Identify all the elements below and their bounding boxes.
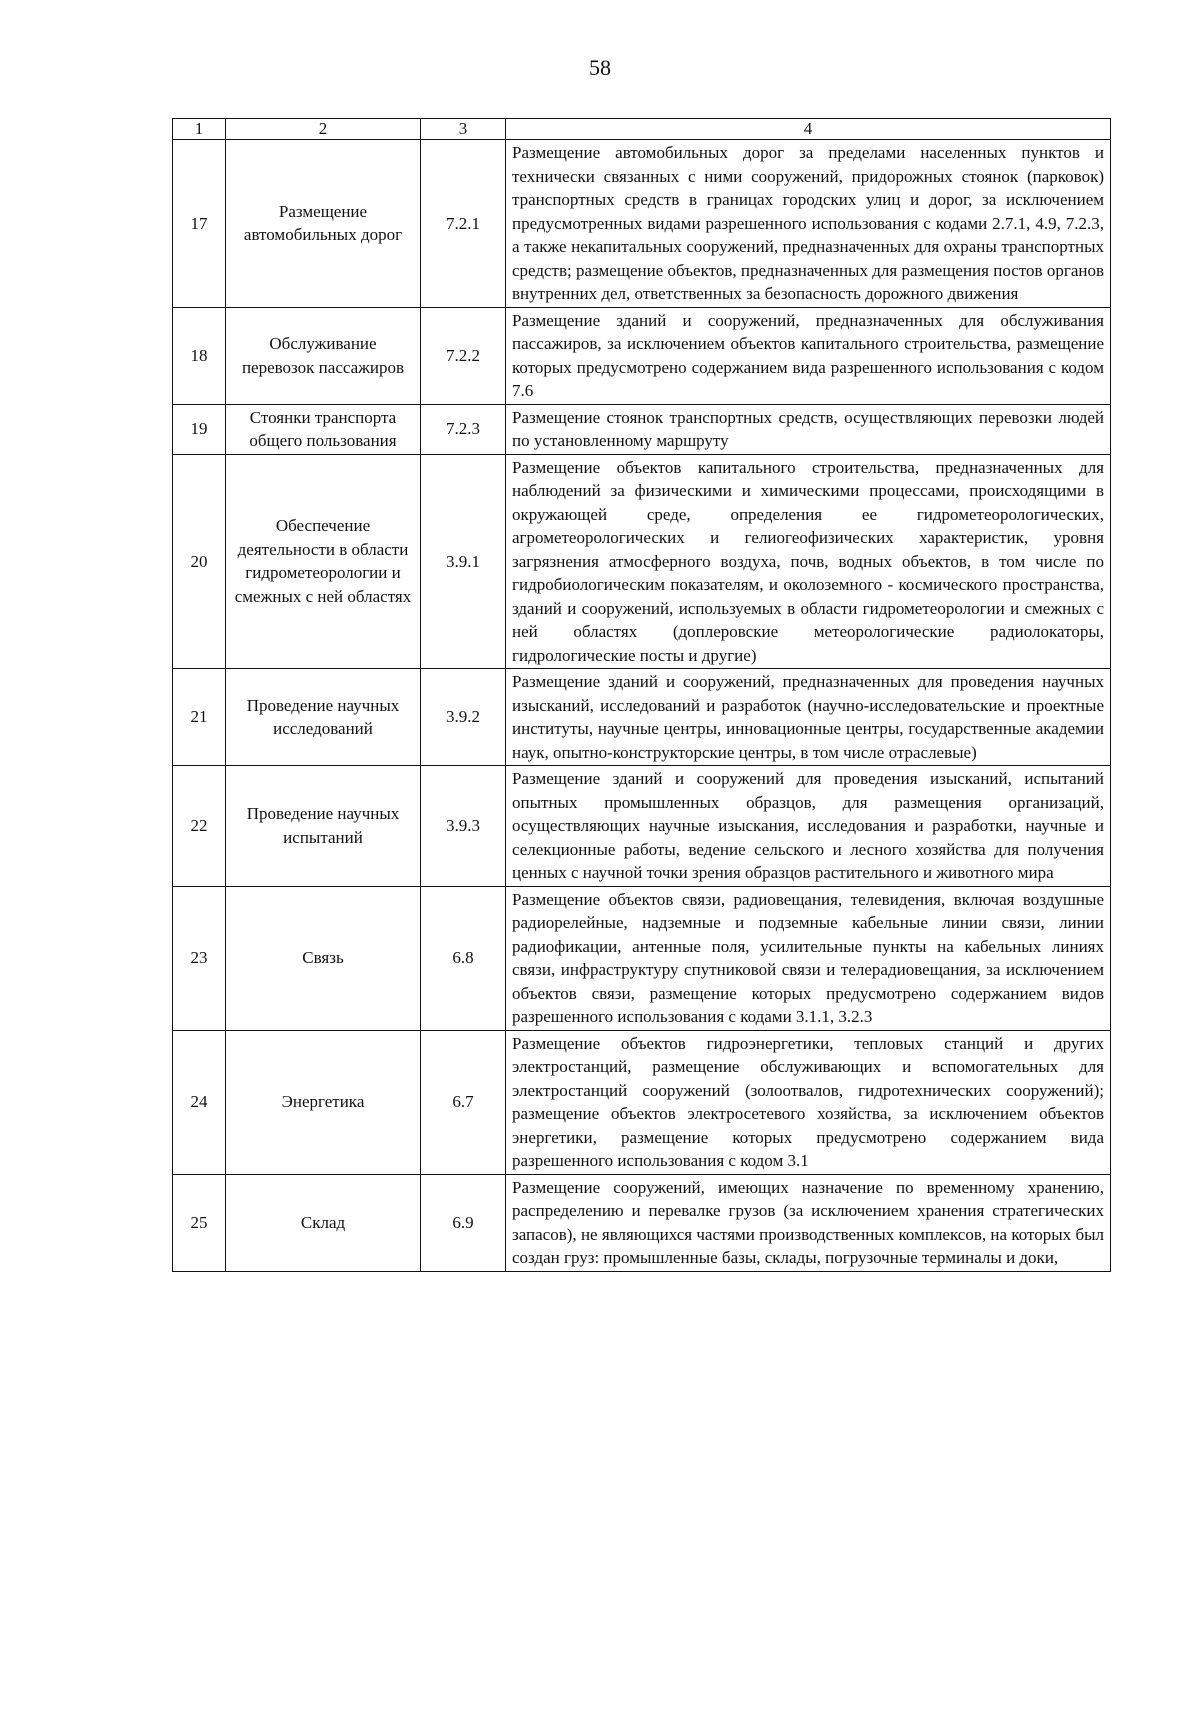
land-use-description: Размещение автомобильных дорог за пределами населенных пунктов и технически связанных с ними сооружений, придорожных стоянок (парковок) транспортных средств в границах городских улиц и дорог, за исключением предусмотренных видами разрешенного использования с кодами 2.7.1, 4.9, 7.2.3, а также некапитальных сооружений, предназначенных для охраны транспортных средств; размещение объектов, предназначенных для размещения постов органов внутренних дел, ответственных за безопасность дорожного движения	[506, 140, 1111, 308]
land-use-code: 3.9.3	[421, 766, 506, 887]
land-use-name: Обеспечение деятельности в области гидрометеорологии и смежных с ней областях	[226, 454, 421, 669]
land-use-name: Связь	[226, 886, 421, 1030]
table-row	[173, 140, 1111, 308]
land-use-description: Размещение объектов связи, радиовещания, телевидения, включая воздушные радиорелейные, надземные и подземные кабельные линии связи, линии радиофикации, антенные поля, усилительные пункты на кабельных линиях связи, инфраструктуру спутниковой связи и телерадиовещания, за исключением объектов связи, размещение которых предусмотрено содержанием видов разрешенного использования с кодами 3.1.1, 3.2.3	[506, 886, 1111, 1030]
land-use-code: 6.9	[421, 1174, 506, 1271]
header-row	[173, 119, 1111, 140]
land-use-code: 3.9.2	[421, 669, 506, 766]
land-use-description: Размещение объектов гидроэнергетики, тепловых станций и других электростанций, размещение обслуживающих и вспомогательных для электростанций сооружений (золоотвалов, гидротехнических сооружений); размещение объектов электросетевого хозяйства, за исключением объектов энергетики, размещение которых предусмотрено содержанием вида разрешенного использования с кодом 3.1	[506, 1030, 1111, 1174]
land-use-name: Склад	[226, 1174, 421, 1271]
land-use-name: Стоянки транспорта общего пользования	[226, 404, 421, 454]
row-number: 25	[173, 1174, 226, 1271]
row-number: 18	[173, 307, 226, 404]
land-use-description: Размещение зданий и сооружений, предназначенных для обслуживания пассажиров, за исключением объектов капитального строительства, размещение которых предусмотрено содержанием вида разрешенного использования с кодом 7.6	[506, 307, 1111, 404]
land-use-code: 6.7	[421, 1030, 506, 1174]
land-use-code: 7.2.3	[421, 404, 506, 454]
header-cell-number: 1	[173, 119, 226, 140]
table-row	[173, 886, 1111, 1030]
page-number: 58	[589, 55, 611, 80]
row-number: 17	[173, 140, 226, 308]
land-use-name: Энергетика	[226, 1030, 421, 1174]
header-cell-name: 2	[226, 119, 421, 140]
land-use-code: 7.2.1	[421, 140, 506, 308]
land-use-table	[172, 118, 1111, 1272]
row-number: 21	[173, 669, 226, 766]
land-use-description: Размещение стоянок транспортных средств, осуществляющих перевозки людей по установленному маршруту	[506, 404, 1111, 454]
header-cell-code: 3	[421, 119, 506, 140]
row-number: 19	[173, 404, 226, 454]
header-cell-description: 4	[506, 119, 1111, 140]
table-row	[173, 766, 1111, 887]
land-use-description: Размещение сооружений, имеющих назначение по временному хранению, распределению и перевалке грузов (за исключением хранения стратегических запасов), не являющихся частями производственных комплексов, на которых был создан груз: промышленные базы, склады, погрузочные терминалы и доки,	[506, 1174, 1111, 1271]
table-row	[173, 454, 1111, 669]
table-row	[173, 669, 1111, 766]
row-number: 20	[173, 454, 226, 669]
row-number: 24	[173, 1030, 226, 1174]
land-use-code: 6.8	[421, 886, 506, 1030]
land-use-code: 3.9.1	[421, 454, 506, 669]
row-number: 22	[173, 766, 226, 887]
table-row	[173, 1030, 1111, 1174]
table-row	[173, 404, 1111, 454]
table-row	[173, 1174, 1111, 1271]
table-row	[173, 307, 1111, 404]
land-use-name: Обслуживание перевозок пассажиров	[226, 307, 421, 404]
land-use-name: Размещение автомобильных дорог	[226, 140, 421, 308]
land-use-code: 7.2.2	[421, 307, 506, 404]
land-use-description: Размещение объектов капитального строительства, предназначенных для наблюдений за физическими и химическими процессами, происходящими в окружающей среде, определения ее гидрометеорологических, агрометеорологических и гелиогеофизических характеристик, уровня загрязнения атмосферного воздуха, почв, водных объектов, в том числе по гидробиологическим показателям, и околоземного - космического пространства, зданий и сооружений, используемых в области гидрометеорологии и смежных с ней областях (доплеровские метеорологические радиолокаторы, гидрологические посты и другие)	[506, 454, 1111, 669]
land-use-name: Проведение научных испытаний	[226, 766, 421, 887]
row-number: 23	[173, 886, 226, 1030]
land-use-description: Размещение зданий и сооружений, предназначенных для проведения научных изысканий, исследований и разработок (научно-исследовательские и проектные институты, научные центры, инновационные центры, государственные академии наук, опытно-конструкторские центры, в том числе отраслевые)	[506, 669, 1111, 766]
land-use-description: Размещение зданий и сооружений для проведения изысканий, испытаний опытных промышленных образцов, для размещения организаций, осуществляющих научные изыскания, исследования и разработки, научные и селекционные работы, ведение сельского и лесного хозяйства для получения ценных с научной точки зрения образцов растительного и животного мира	[506, 766, 1111, 887]
land-use-name: Проведение научных исследований	[226, 669, 421, 766]
